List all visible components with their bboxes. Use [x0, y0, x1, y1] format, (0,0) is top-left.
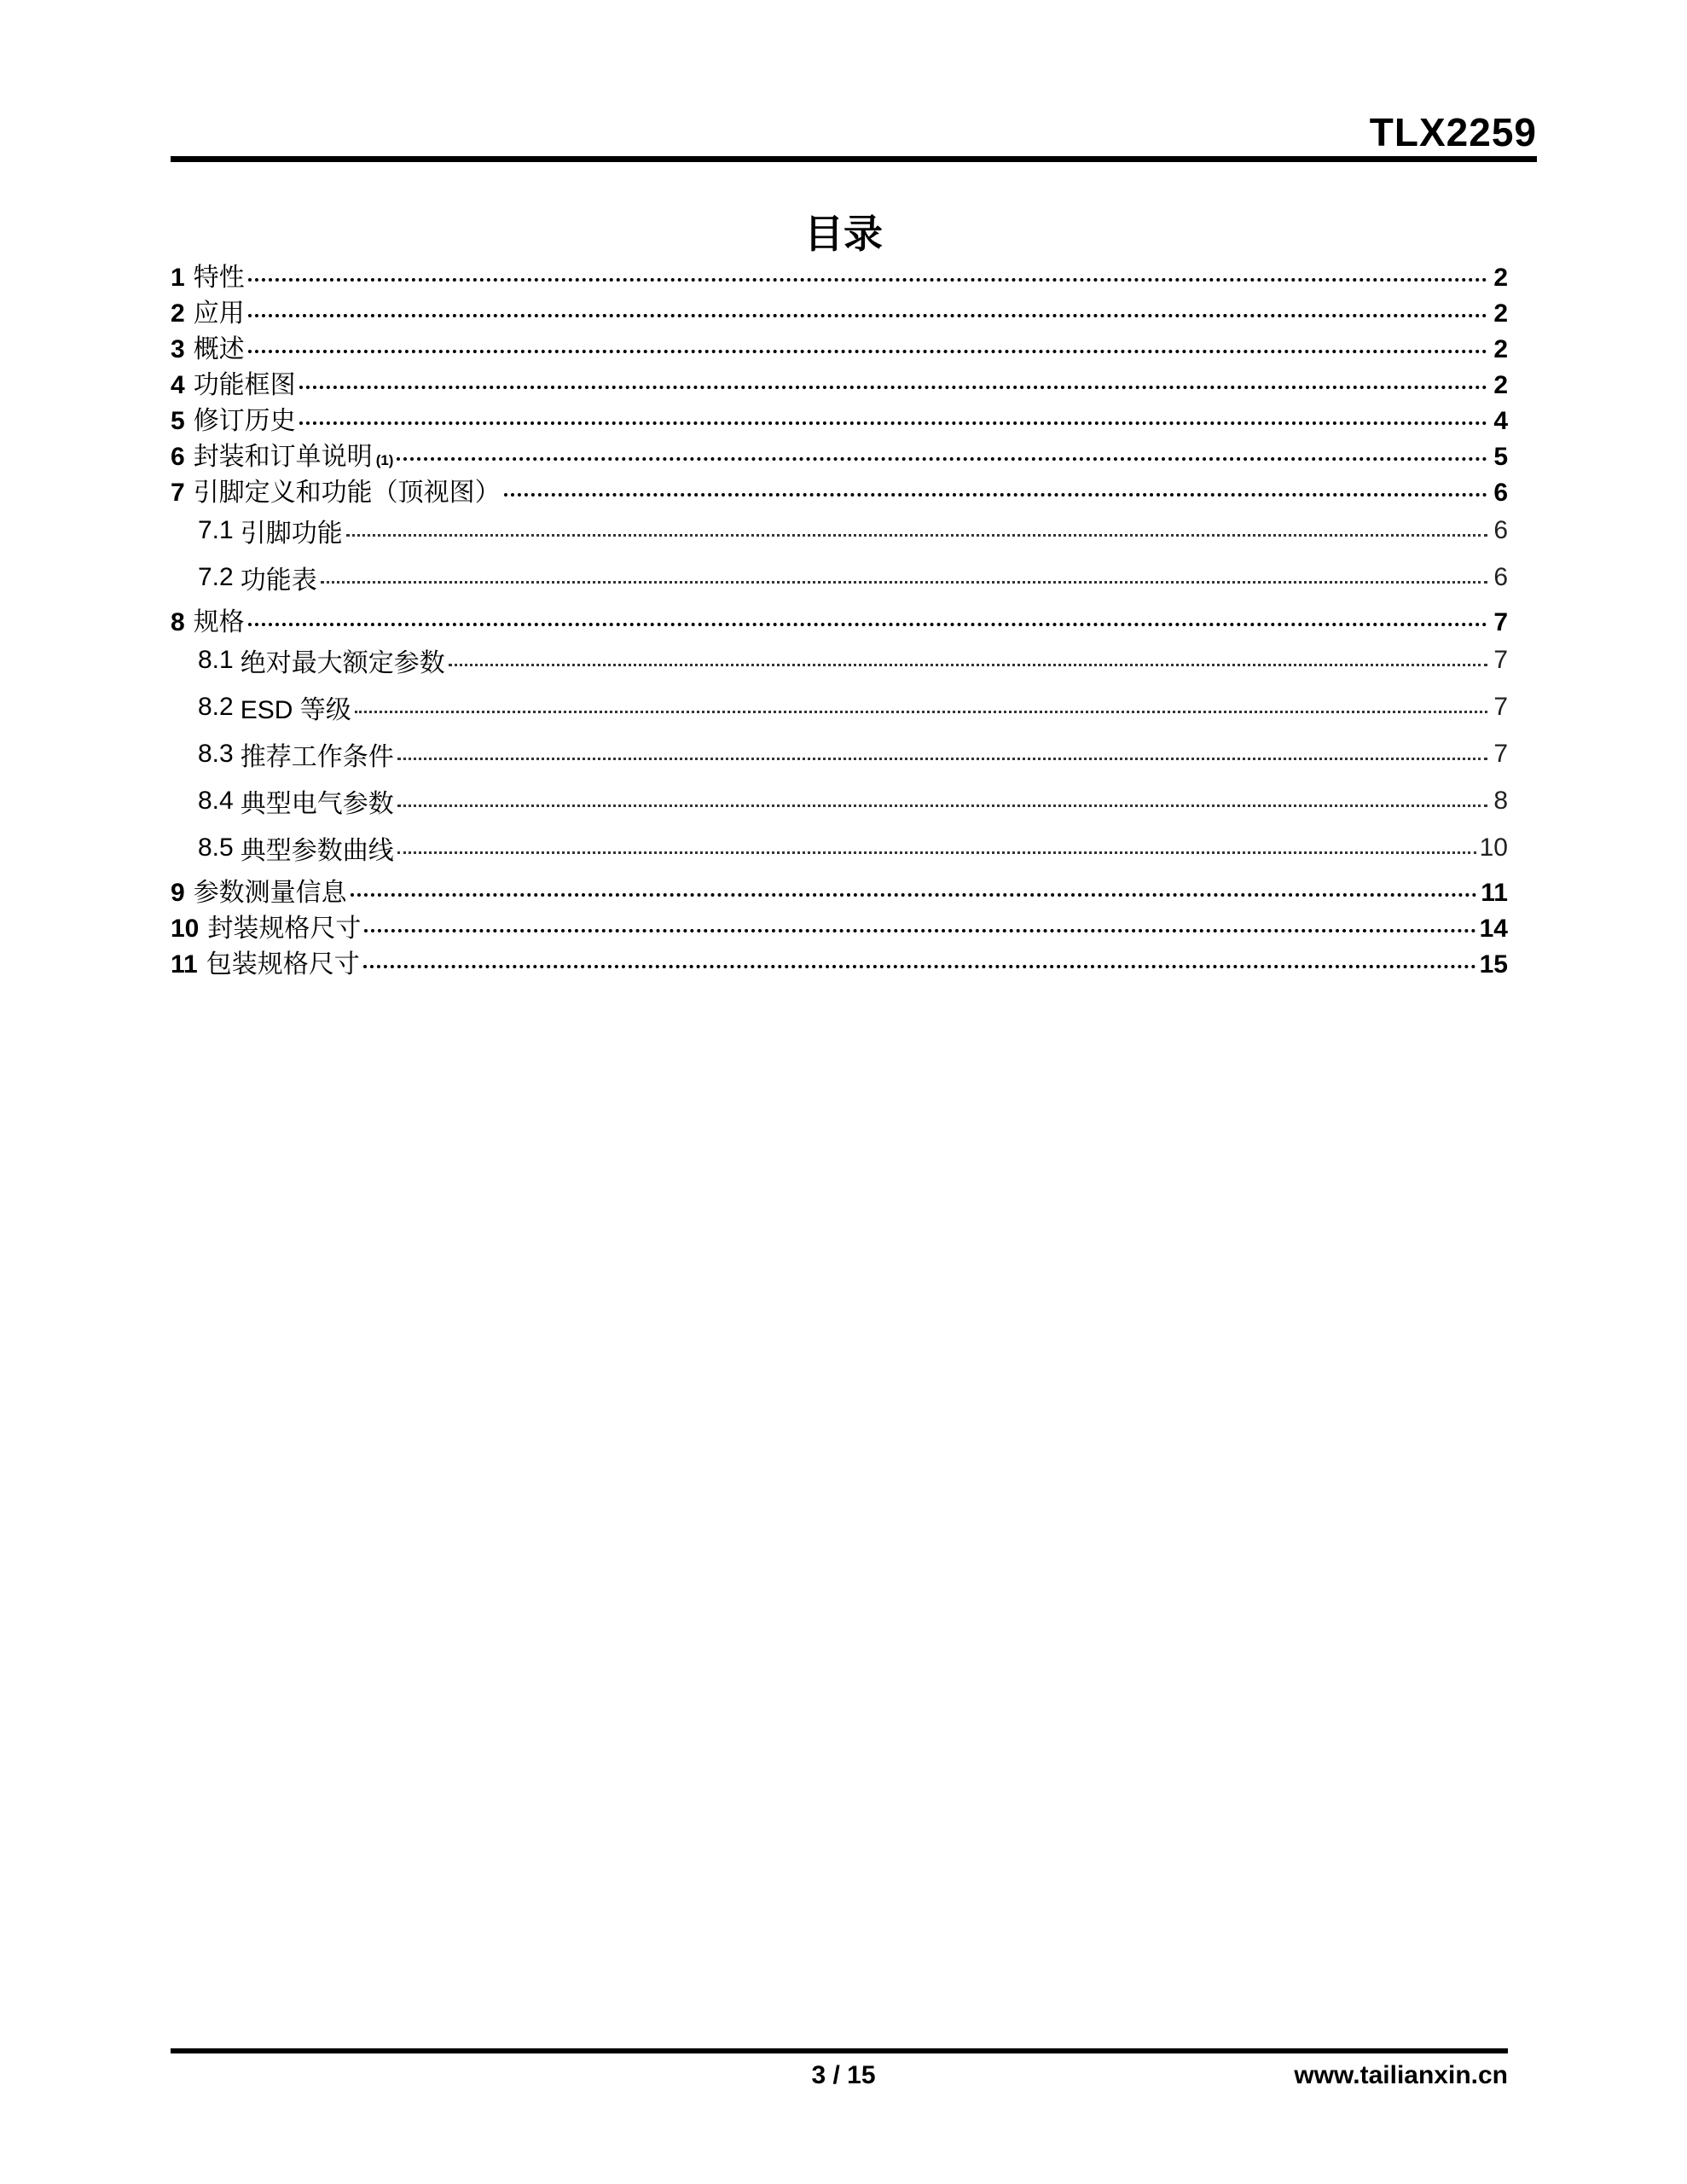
- toc-leader-dots: [321, 581, 1487, 584]
- toc-subentry[interactable]: [171, 636, 1508, 683]
- toc-entry-label: 修订历史: [193, 407, 296, 435]
- toc-entry-page: 2: [1493, 371, 1508, 399]
- footer-divider: [171, 2048, 1508, 2053]
- toc-entry-number: 8.2: [198, 692, 234, 721]
- toc-entry-page: 10: [1479, 833, 1508, 862]
- toc-heading: 目录: [804, 212, 883, 256]
- toc-entry-label: 封装和订单说明: [193, 443, 373, 471]
- toc-entry[interactable]: [171, 435, 1508, 471]
- toc-leader-dots: [351, 893, 1478, 897]
- toc-leader-dots: [299, 386, 1487, 389]
- toc-entry-number: 4: [171, 371, 185, 399]
- header-divider: [171, 156, 1537, 162]
- toc-entry-label: 引脚定义和功能（顶视图）: [193, 479, 501, 507]
- toc-leader-dots: [355, 711, 1487, 713]
- toc-entry-number: 11: [171, 950, 198, 979]
- toc-entry-label: 典型电气参数: [240, 789, 394, 818]
- toc-entry-label: 典型参数曲线: [240, 836, 394, 865]
- website-link[interactable]: www.tailianxin.cn: [1294, 2061, 1508, 2089]
- toc-entry-label: 功能表: [240, 566, 317, 595]
- toc-entry-number: 9: [171, 879, 185, 907]
- table-of-contents: [171, 256, 1508, 979]
- toc-entry-number: 1: [171, 264, 185, 292]
- toc-entry[interactable]: [171, 871, 1508, 907]
- document-title: TLX2259: [1369, 110, 1537, 154]
- toc-entry-label: 规格: [193, 608, 245, 636]
- toc-entry-label: 绝对最大额定参数: [240, 648, 445, 677]
- toc-leader-dots: [346, 534, 1487, 537]
- toc-entry-number: 10: [171, 915, 200, 943]
- toc-entry-number: 8.5: [198, 833, 234, 862]
- toc-leader-dots: [363, 965, 1476, 968]
- toc-entry-number: 7: [171, 479, 185, 507]
- toc-entry-page: 6: [1493, 515, 1508, 544]
- toc-entry-number: 5: [171, 407, 185, 435]
- toc-leader-dots: [504, 493, 1487, 497]
- toc-entry-page: 7: [1493, 739, 1508, 768]
- toc-entry-number: 2: [171, 299, 185, 328]
- toc-entry-number: 8.4: [198, 786, 234, 815]
- toc-subentry[interactable]: [171, 730, 1508, 777]
- toc-entry-label: 引脚功能: [240, 519, 343, 548]
- toc-entry-page: 11: [1481, 879, 1508, 907]
- toc-entry-number: 8: [171, 608, 185, 636]
- toc-entry-label: ESD 等级: [240, 695, 351, 724]
- toc-entry[interactable]: [171, 601, 1508, 636]
- toc-entry-page: 6: [1493, 562, 1508, 591]
- toc-leader-dots: [397, 758, 1487, 760]
- toc-leader-dots: [364, 929, 1475, 932]
- toc-entry[interactable]: [171, 907, 1508, 943]
- toc-subentry[interactable]: [171, 554, 1508, 601]
- toc-entry[interactable]: [171, 943, 1508, 979]
- toc-leader-dots: [248, 314, 1487, 317]
- page-number: 3 / 15: [811, 2061, 876, 2089]
- toc-entry-label: 封装规格尺寸: [207, 915, 362, 943]
- toc-entry-page: 14: [1479, 915, 1508, 943]
- toc-entry-label: 特性: [193, 264, 245, 292]
- toc-entry[interactable]: [171, 471, 1508, 507]
- toc-entry-number: 6: [171, 443, 185, 471]
- toc-entry-label: 概述: [193, 335, 245, 363]
- toc-entry-page: 5: [1493, 443, 1508, 471]
- toc-leader-dots: [299, 421, 1487, 425]
- toc-entry-page: 15: [1479, 950, 1508, 979]
- toc-entry-page: 2: [1493, 299, 1508, 328]
- toc-entry[interactable]: [171, 363, 1508, 399]
- toc-entry-label: 功能框图: [193, 371, 296, 399]
- toc-footnote-marker: (1): [375, 452, 394, 468]
- toc-entry-page: 7: [1493, 608, 1508, 636]
- toc-entry-label: 推荐工作条件: [240, 742, 394, 771]
- toc-leader-dots: [449, 664, 1487, 666]
- toc-subentry[interactable]: [171, 507, 1508, 554]
- toc-entry[interactable]: [171, 256, 1508, 292]
- toc-leader-dots: [397, 457, 1487, 461]
- toc-entry-number: 7.2: [198, 562, 234, 591]
- toc-leader-dots: [248, 350, 1487, 353]
- toc-entry[interactable]: [171, 399, 1508, 435]
- toc-entry-label: 参数测量信息: [193, 879, 347, 907]
- toc-entry-page: 7: [1493, 645, 1508, 674]
- toc-entry[interactable]: [171, 328, 1508, 363]
- toc-entry-page: 7: [1493, 692, 1508, 721]
- toc-entry-number: 3: [171, 335, 185, 363]
- toc-entry-label: 应用: [193, 299, 245, 328]
- toc-entry-number: 7.1: [198, 515, 234, 544]
- toc-entry-page: 2: [1493, 335, 1508, 363]
- toc-entry-number: 8.3: [198, 739, 234, 768]
- toc-entry-label: 包装规格尺寸: [206, 950, 360, 979]
- toc-entry[interactable]: [171, 292, 1508, 328]
- toc-subentry[interactable]: [171, 777, 1508, 824]
- toc-leader-dots: [248, 278, 1487, 282]
- toc-entry-page: 2: [1493, 264, 1508, 292]
- toc-subentry[interactable]: [171, 824, 1508, 871]
- toc-entry-page: 6: [1493, 479, 1508, 507]
- toc-entry-page: 8: [1493, 786, 1508, 815]
- toc-leader-dots: [248, 623, 1487, 626]
- toc-subentry[interactable]: [171, 683, 1508, 730]
- toc-entry-page: 4: [1493, 407, 1508, 435]
- toc-leader-dots: [397, 804, 1487, 807]
- toc-entry-number: 8.1: [198, 645, 234, 674]
- toc-leader-dots: [397, 851, 1476, 854]
